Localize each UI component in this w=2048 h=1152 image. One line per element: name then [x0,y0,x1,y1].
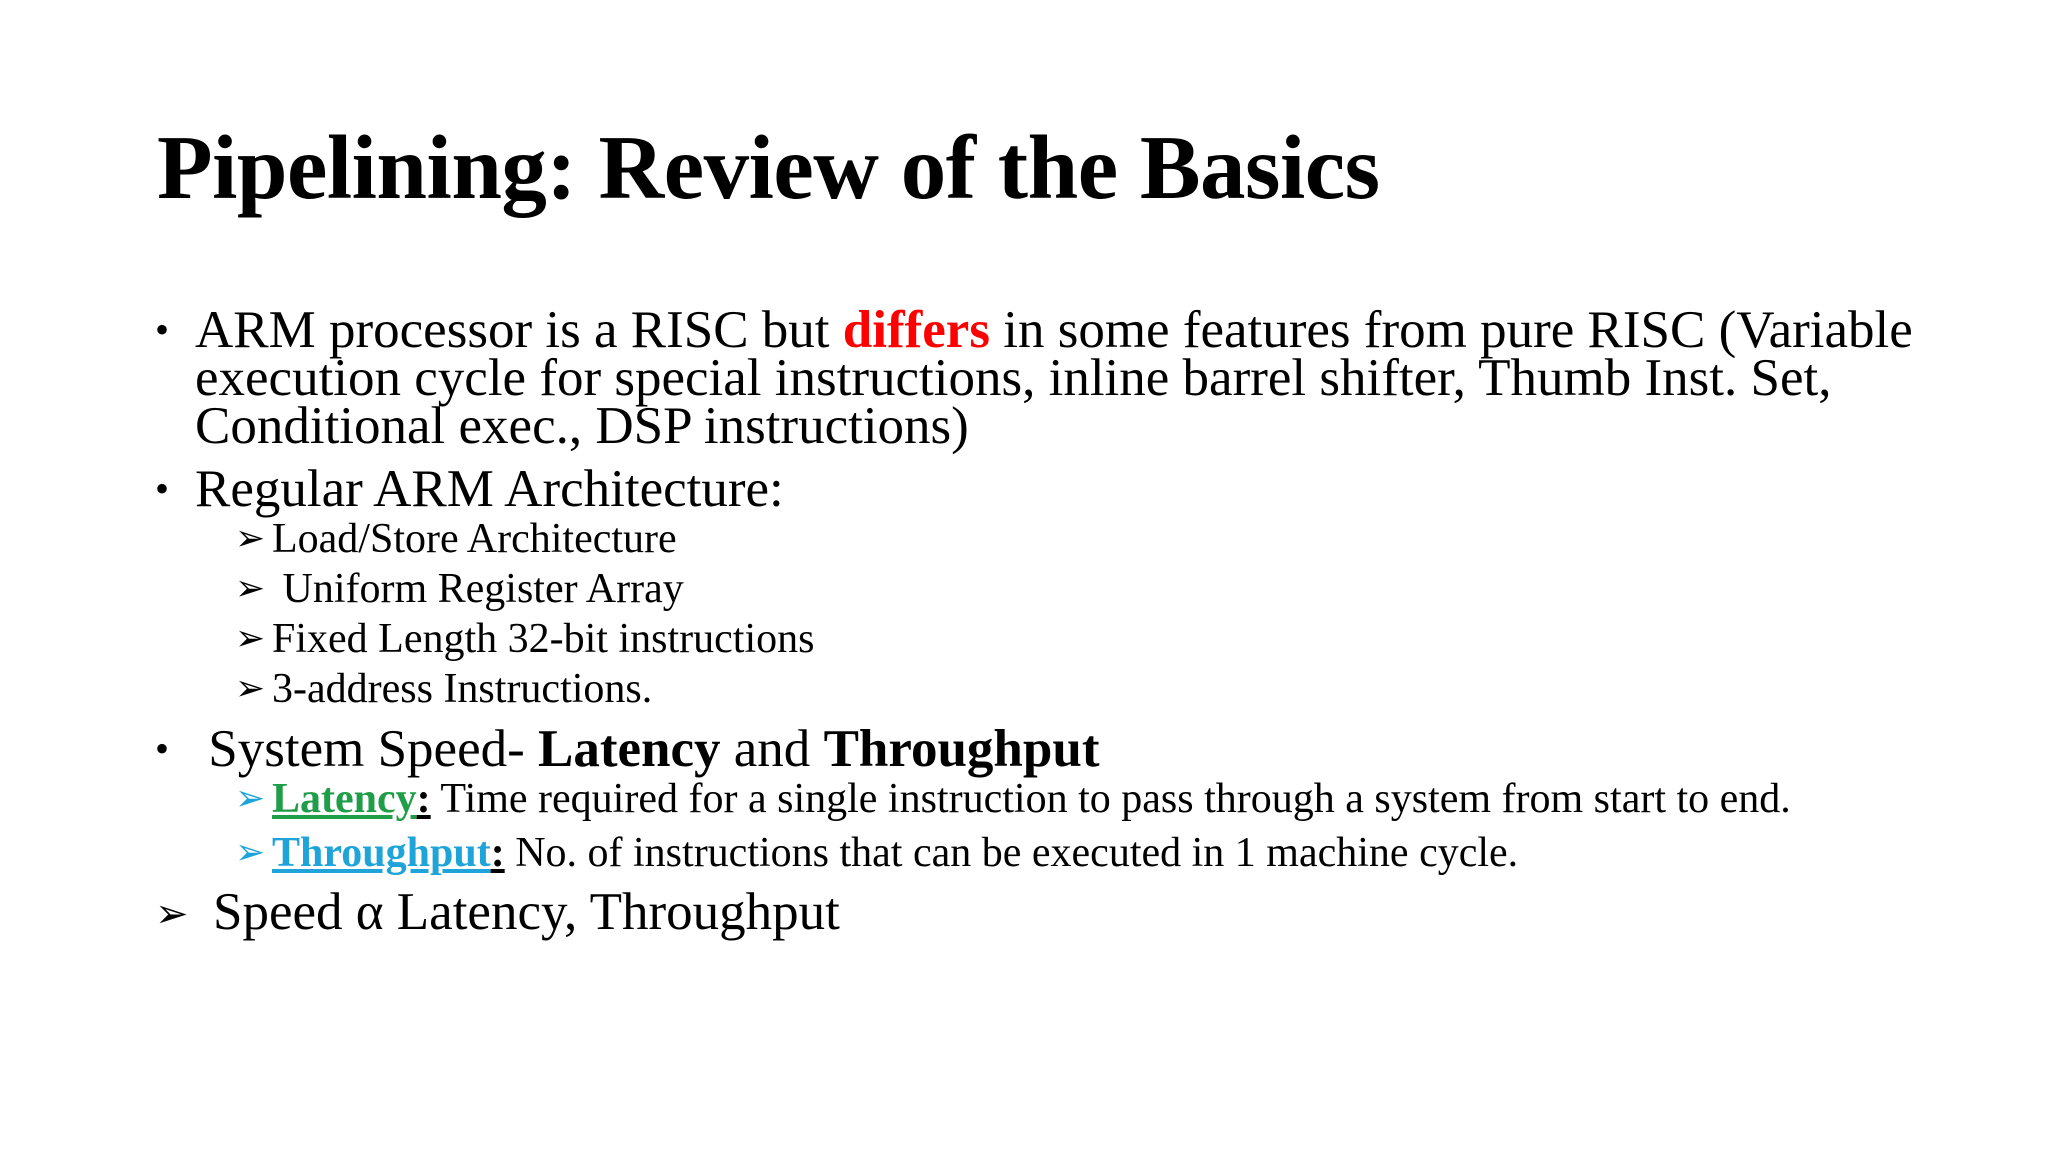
slide-title: Pipelining: Review of the Basics [157,117,1380,218]
sub-item-text: Load/Store Architecture [272,516,677,562]
term-latency: Latency [272,776,417,822]
arrow-bullet-icon: ➢ [155,891,189,937]
bullet-text-mid: and [720,720,824,778]
bullet-icon: • [155,466,170,511]
arrow-bullet-icon: ➢ [235,618,266,659]
sub-item-text: 3-address Instructions. [272,666,653,712]
final-point-text: Speed α Latency, Throughput [213,883,840,941]
sub-item-fixed-length [155,616,1995,662]
arrow-bullet-icon: ➢ [235,668,266,709]
sub-item-latency [155,776,1995,822]
term-throughput: Throughput [272,830,491,876]
bullet-arm-risc [155,301,1995,455]
arrow-bullet-icon: ➢ [235,778,266,819]
bullet-text-pre: System Speed- [195,720,538,778]
sub-item-text: Fixed Length 32-bit instructions [272,616,815,662]
term-colon: : [490,830,505,876]
sub-item-text [272,830,1518,876]
sub-item-text [272,776,1791,822]
arrow-bullet-icon: ➢ [235,568,266,609]
bullet-icon: • [155,307,170,352]
term-description: No. of instructions that can be executed in 1 machine cycle. [504,830,1519,876]
bold-latency: Latency [538,720,721,778]
bullet-text: Regular ARM Architecture: [195,460,784,518]
bullet-icon: • [155,726,170,771]
bold-throughput: Throughput [823,720,1100,778]
bullet-text [195,720,1995,778]
term-colon: : [416,776,431,822]
bullet-text [195,301,1995,455]
bullet-regular-arm [155,460,1995,518]
bullet-system-speed [155,720,1995,778]
bullet-text-post: in some features from pure RISC (Variable execution cycle for special instructions, inline barrel shifter, Thumb Inst. Set, Conditional exec., DSP instructions) [195,301,1913,455]
slide-content [155,301,1995,941]
final-point [155,883,1995,941]
bullet-text-pre: ARM processor is a RISC but [195,301,843,359]
term-description: Time required for a single instruction to pass through a system from start to end. [430,776,1791,822]
arrow-bullet-icon: ➢ [235,518,266,559]
highlight-differs: differs [842,301,990,359]
arrow-bullet-icon: ➢ [235,832,266,873]
sub-item-register-array [155,566,1995,612]
sub-item-3-address [155,666,1995,712]
sub-item-load-store [155,516,1995,562]
sub-item-text: Uniform Register Array [272,566,684,612]
sub-item-throughput [155,830,1995,876]
